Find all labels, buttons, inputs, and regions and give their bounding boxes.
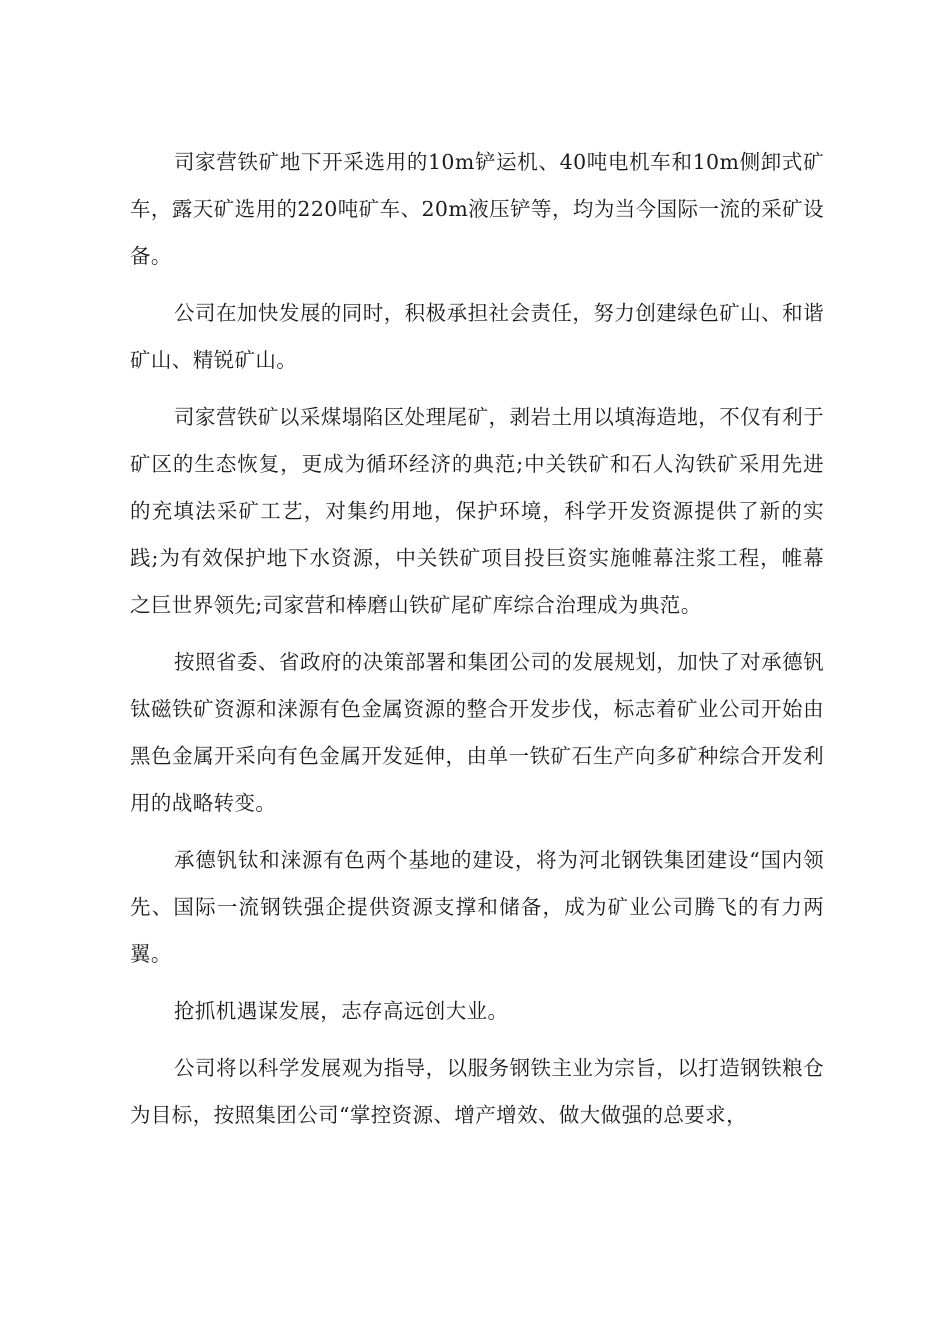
paragraph: 承德钒钛和涞源有色两个基地的建设，将为河北钢铁集团建设“国内领先、国际一流钢铁强企提供资源支撑和储备，成为矿业公司腾飞的有力两翼。 xyxy=(130,848,824,966)
paragraph: 司家营铁矿地下开采选用的10m铲运机、40吨电机车和10m侧卸式矿车，露天矿选用的220吨矿车、20m液压铲等，均为当今国际一流的采矿设备。 xyxy=(130,150,824,268)
paragraph: 公司在加快发展的同时，积极承担社会责任，努力创建绿色矿山、和谐矿山、精锐矿山。 xyxy=(130,301,824,372)
paragraph: 司家营铁矿以采煤塌陷区处理尾矿，剥岩土用以填海造地，不仅有利于矿区的生态恢复，更成为循环经济的典范;中关铁矿和石人沟铁矿采用先进的充填法采矿工艺，对集约用地，保护环境，科学开发资源提供了新的实践;为有效保护地下水资源，中关铁矿项目投巨资实施帷幕注浆工程，帷幕之巨世界领先;司家营和棒磨山铁矿尾矿库综合治理成为典范。 xyxy=(130,405,824,617)
paragraph: 抢抓机遇谋发展，志存高远创大业。 xyxy=(174,999,509,1023)
document-body xyxy=(130,139,824,1149)
paragraph: 按照省委、省政府的决策部署和集团公司的发展规划，加快了对承德钒钛磁铁矿资源和涞源有色金属资源的整合开发步伐，标志着矿业公司开始由黑色金属开采向有色金属开发延伸，由单一铁矿石生产向多矿种综合开发利用的战略转变。 xyxy=(130,650,824,815)
paragraph: 公司将以科学发展观为指导，以服务钢铁主业为宗旨，以打造钢铁粮仓为目标，按照集团公司“掌控资源、增产增效、做大做强的总要求， xyxy=(130,1056,824,1127)
